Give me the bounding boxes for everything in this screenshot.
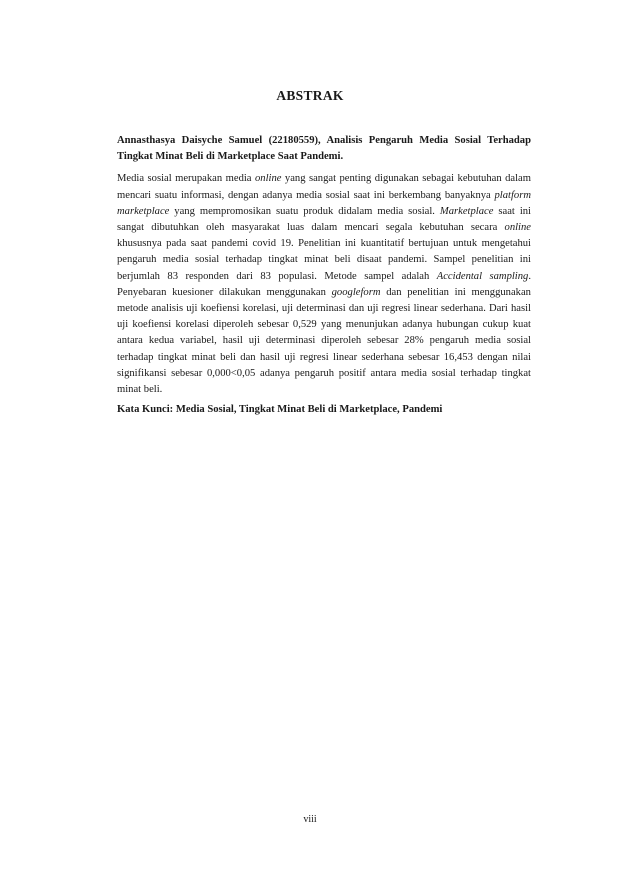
body-segment: . Penyebaran kuesioner dilakukan menggunakan bbox=[117, 270, 531, 298]
page-number: viii bbox=[303, 814, 317, 825]
abstract-title: ABSTRAK bbox=[276, 88, 344, 103]
abstract-content bbox=[117, 133, 531, 418]
keywords: Kata Kunci: Media Sosial, Tingkat Minat Beli di Marketplace, Pandemi bbox=[117, 404, 443, 416]
body-segment: dan penelitian ini menggunakan metode analisis uji koefiensi korelasi, uji determinasi dan uji regresi linear sederhana. Dari hasil uji koefiensi korelasi diperoleh sebesar 0,529 yang menunjukan adanya hubungan cukup kuat antara kedua variabel, hasil uji determinasi diperoleh sebesar 28% pengaruh media sosial terhadap tingkat minat beli dan hasil uji regresi linear sederhana sebesar 16,453 dengan nilai signifikansi sebesar 0,000<0,05 adanya pengaruh positif antara media sosial terhadap tingkat minat beli. bbox=[117, 286, 531, 396]
author-line: Annasthasya Daisyche Samuel (22180559), Analisis Pengaruh Media Sosial Terhadap Tingkat Minat Beli di Marketplace Saat Pandemi. bbox=[117, 135, 531, 163]
body-segment: khususnya pada saat pandemi covid 19. Penelitian ini kuantitatif bertujuan untuk mengetahui pengaruh media sosial terhadap tingkat minat beli disaat pandemi. Sampel penelitian ini berjumlah 83 responden dari 83 populasi. Metode sampel adalah bbox=[117, 238, 531, 282]
body-segment-italic: googleform bbox=[331, 286, 381, 298]
body-segment-italic: online bbox=[504, 222, 531, 234]
body-segment: saat ini sangat dibutuhkan oleh masyarakat luas dalam mencari segala kebutuhan secara bbox=[117, 205, 532, 234]
body-segment: Media sosial merupakan media bbox=[117, 173, 255, 185]
body-segment-italic: Accidental sampling bbox=[436, 270, 529, 282]
body-segment-italic: Marketplace bbox=[439, 205, 494, 217]
body-segment: yang sangat penting digunakan sebagai kebutuhan dalam mencari suatu informasi, dengan adanya media sosial saat ini berkembang banyaknya bbox=[117, 173, 531, 201]
body-segment-italic: online bbox=[254, 173, 282, 185]
body-segment-italic: platform marketplace bbox=[117, 189, 531, 217]
body-segment: yang mempromosikan suatu produk didalam media sosial. bbox=[169, 205, 440, 217]
abstract-body bbox=[117, 171, 531, 398]
